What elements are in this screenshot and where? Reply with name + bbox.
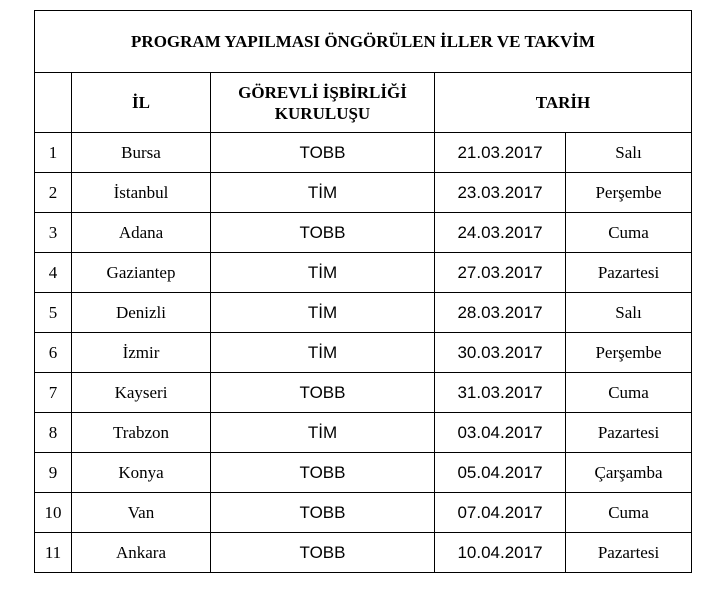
header-date: TARİH (435, 73, 692, 133)
city-cell: Trabzon (72, 413, 211, 453)
day-cell: Perşembe (566, 333, 692, 373)
day-cell: Cuma (566, 493, 692, 533)
date-cell: 30.03.2017 (435, 333, 566, 373)
date-cell: 03.04.2017 (435, 413, 566, 453)
day-cell: Pazartesi (566, 253, 692, 293)
day-cell: Cuma (566, 213, 692, 253)
header-organization-line1: GÖREVLİ İŞBİRLİĞİ (238, 82, 407, 102)
row-number: 10 (35, 493, 72, 533)
row-number: 4 (35, 253, 72, 293)
city-cell: Bursa (72, 133, 211, 173)
city-cell: Kayseri (72, 373, 211, 413)
table-row (35, 493, 692, 533)
table-row (35, 533, 692, 573)
city-cell: Van (72, 493, 211, 533)
day-cell: Cuma (566, 373, 692, 413)
table-row (35, 213, 692, 253)
date-cell: 10.04.2017 (435, 533, 566, 573)
table-title: PROGRAM YAPILMASI ÖNGÖRÜLEN İLLER VE TAKVİM (35, 11, 692, 73)
city-cell: İstanbul (72, 173, 211, 213)
table-row (35, 253, 692, 293)
schedule-table (34, 10, 692, 573)
row-number: 11 (35, 533, 72, 573)
day-cell: Pazartesi (566, 413, 692, 453)
table-row (35, 333, 692, 373)
table-body (35, 133, 692, 573)
day-cell: Salı (566, 293, 692, 333)
date-cell: 21.03.2017 (435, 133, 566, 173)
organization-cell: TİM (211, 253, 435, 293)
title-row (35, 11, 692, 73)
city-cell: Konya (72, 453, 211, 493)
city-cell: Ankara (72, 533, 211, 573)
day-cell: Pazartesi (566, 533, 692, 573)
date-cell: 24.03.2017 (435, 213, 566, 253)
table-row (35, 293, 692, 333)
day-cell: Salı (566, 133, 692, 173)
table-row (35, 373, 692, 413)
table-row (35, 413, 692, 453)
row-number: 3 (35, 213, 72, 253)
city-cell: Gaziantep (72, 253, 211, 293)
organization-cell: TİM (211, 333, 435, 373)
table-row (35, 133, 692, 173)
date-cell: 31.03.2017 (435, 373, 566, 413)
date-cell: 07.04.2017 (435, 493, 566, 533)
header-organization (211, 73, 435, 133)
organization-cell: TOBB (211, 533, 435, 573)
row-number: 6 (35, 333, 72, 373)
city-cell: Denizli (72, 293, 211, 333)
city-cell: Adana (72, 213, 211, 253)
date-cell: 23.03.2017 (435, 173, 566, 213)
day-cell: Çarşamba (566, 453, 692, 493)
row-number: 8 (35, 413, 72, 453)
row-number: 2 (35, 173, 72, 213)
table-row (35, 173, 692, 213)
date-cell: 28.03.2017 (435, 293, 566, 333)
date-cell: 05.04.2017 (435, 453, 566, 493)
header-no (35, 73, 72, 133)
city-cell: İzmir (72, 333, 211, 373)
organization-cell: TOBB (211, 493, 435, 533)
header-organization-line2: KURULUŞU (274, 103, 371, 123)
organization-cell: TİM (211, 173, 435, 213)
organization-cell: TOBB (211, 133, 435, 173)
organization-cell: TİM (211, 413, 435, 453)
row-number: 9 (35, 453, 72, 493)
day-cell: Perşembe (566, 173, 692, 213)
header-row (35, 73, 692, 133)
row-number: 5 (35, 293, 72, 333)
table-row (35, 453, 692, 493)
organization-cell: TOBB (211, 373, 435, 413)
organization-cell: TOBB (211, 453, 435, 493)
organization-cell: TİM (211, 293, 435, 333)
date-cell: 27.03.2017 (435, 253, 566, 293)
header-city: İL (72, 73, 211, 133)
row-number: 1 (35, 133, 72, 173)
row-number: 7 (35, 373, 72, 413)
organization-cell: TOBB (211, 213, 435, 253)
